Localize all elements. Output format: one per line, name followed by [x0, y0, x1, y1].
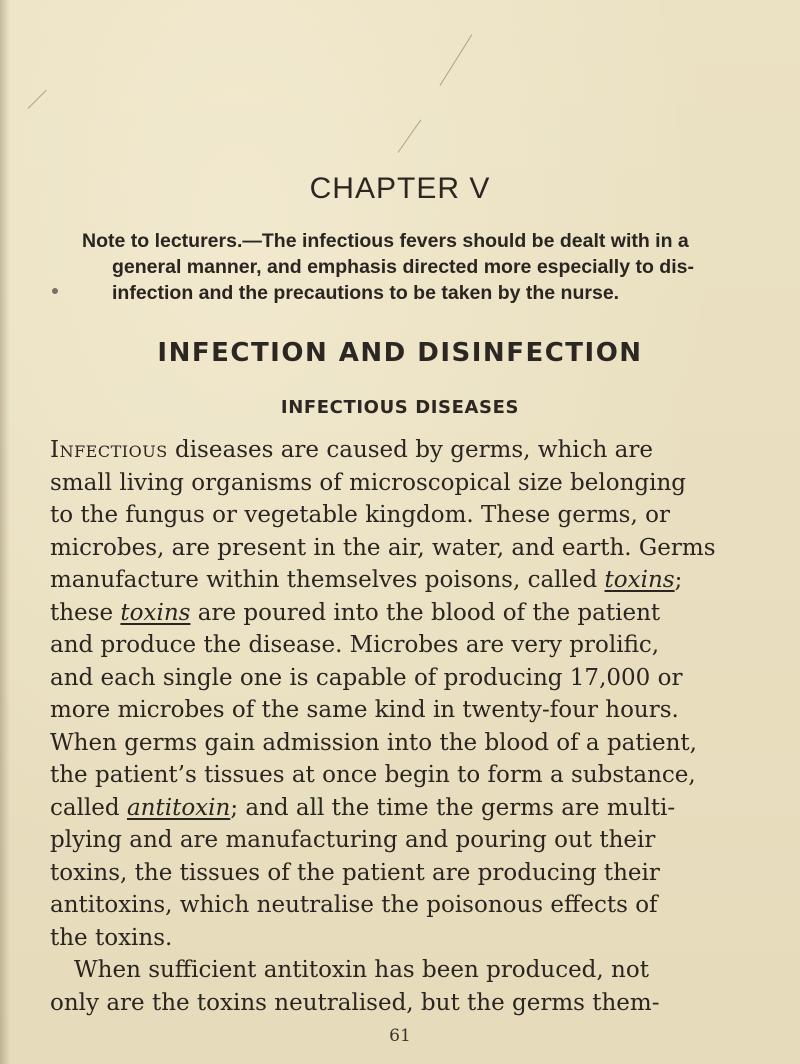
pencil-mark: [398, 119, 422, 152]
body-text-run: these: [50, 599, 121, 626]
body-text-run: and each single one is capable of producing 17,000 or: [50, 664, 683, 691]
body-line: [50, 727, 770, 760]
emphasized-term: toxins: [604, 567, 675, 593]
body-line: [50, 467, 770, 500]
lead-word: Infectious: [50, 437, 168, 463]
body-text: [50, 434, 770, 1019]
note-line: infection and the precautions to be taken by the nurse.: [112, 282, 620, 304]
body-line: [50, 434, 770, 467]
body-text-run: to the fungus or vegetable kingdom. These germs, or: [50, 502, 670, 528]
emphasized-term: toxins: [120, 599, 191, 626]
body-text-run: only are the toxins neutralised, but the germs them-: [50, 989, 660, 1016]
body-text-run: microbes, are present in the air, water, and earth. Germs: [50, 534, 716, 561]
body-text-run: ;: [674, 567, 683, 593]
body-line: [50, 987, 770, 1020]
body-text-run: more microbes of the same kind in twenty-four hours.: [50, 697, 679, 723]
chapter-title: CHAPTER V: [309, 172, 491, 205]
body-line: [50, 759, 770, 792]
page-number: 61: [389, 1026, 411, 1046]
body-line: [50, 694, 770, 727]
body-text-run: the toxins.: [50, 924, 173, 951]
body-line: [50, 564, 770, 597]
body-line: [50, 662, 770, 695]
body-line: [50, 597, 770, 630]
body-line: [50, 889, 770, 922]
body-text-run: When germs gain admission into the blood of a patient,: [50, 729, 697, 756]
body-text-run: ; and all the time the germs are multi-: [230, 794, 676, 821]
section-heading: INFECTION AND DISINFECTION: [157, 338, 643, 368]
subsection-heading: INFECTIOUS DISEASES: [280, 397, 520, 418]
body-text-run: When sufficient antitoxin has been produced, not: [74, 957, 649, 983]
body-text-run: called: [50, 794, 127, 821]
body-line: [50, 792, 770, 825]
body-line: [50, 824, 770, 857]
body-line: [50, 499, 770, 532]
note-line: general manner, and emphasis directed more especially to dis-: [112, 256, 694, 278]
page-edge-shadow: [0, 0, 10, 1064]
body-text-run: and produce the disease. Microbes are very prolific,: [50, 632, 660, 658]
body-text-run: antitoxins, which neutralise the poisonous effects of: [50, 892, 658, 918]
body-text-run: diseases are caused by germs, which are: [167, 437, 653, 463]
pencil-mark: [440, 34, 473, 85]
body-text-run: toxins, the tissues of the patient are producing their: [50, 859, 660, 886]
body-text-run: manufacture within themselves poisons, called: [50, 567, 605, 593]
body-line: [50, 922, 770, 955]
body-text-run: are poured into the blood of the patient: [190, 599, 661, 626]
body-line: [50, 532, 770, 565]
body-text-run: plying and are manufacturing and pouring out their: [50, 827, 656, 853]
body-line: [50, 954, 770, 987]
note-line: Note to lecturers.—The infectious fevers should be dealt with in a: [82, 230, 689, 252]
pencil-mark: [28, 90, 47, 109]
lecturer-note: [82, 228, 782, 306]
ink-dot: [52, 288, 58, 294]
body-text-run: small living organisms of microscopical size belonging: [50, 469, 687, 496]
body-text-run: the patient’s tissues at once begin to form a substance,: [50, 762, 696, 788]
body-line: [50, 857, 770, 890]
body-line: [50, 629, 770, 662]
emphasized-term: antitoxin: [126, 794, 231, 821]
